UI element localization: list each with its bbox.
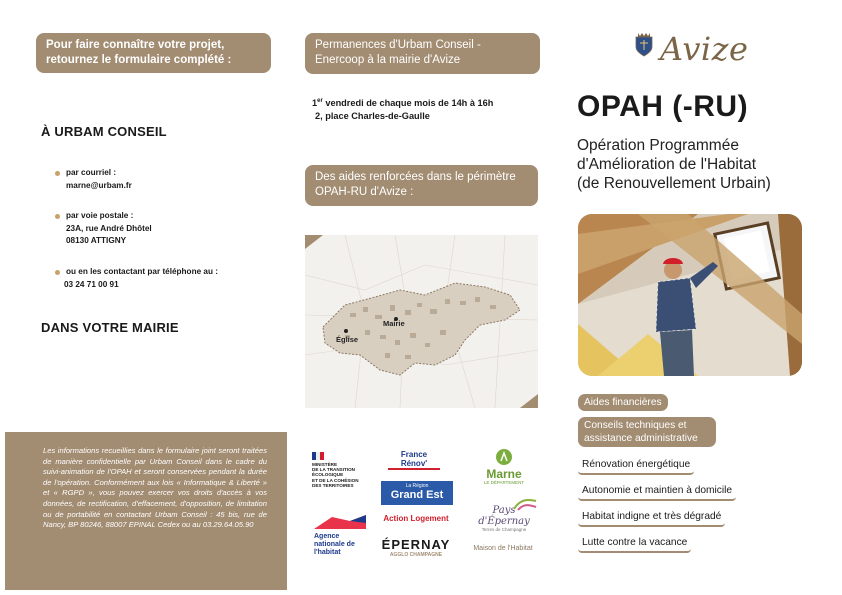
epernay-agglo-logo: ÉPERNAY AGGLO CHAMPAGNE [381,537,451,558]
map-label-mairie: Mairie [383,319,405,328]
tag-conseils-techniques: Conseils techniques et assistance administrative [578,417,716,447]
region-grand-est-logo: La Région Grand Est [381,481,453,505]
france-renov-logo: France Rénov' [388,450,440,470]
legal-notice-text: Les informations recueillies dans le formulaire joint seront traitées de manière confidentielle par Urbam Conseil dans le cadre du suivi-animation de l'OPAH et seront conservées pendant la durée de l'opération. Conformément aux lois « Informatique & Liberté » et « RGPD », vous pouvez exercer vos droits d'accès à vos données, de rectification, d'effacement, d'opposition, de limitation ou de portabilité en contactant Urbam Conseil : 45 bis, rue de Nancy, BP 80246, 88007 EPINAL Cedex ou au 03.29.64.05.90 [43,446,267,530]
contact-postal-line2: 08130 ATTIGNY [66,236,127,245]
tag-renovation-energetique: Rénovation énergétique [578,458,694,475]
contact-phone-value: 03 24 71 00 91 [64,279,119,289]
maison-habitat-logo: Maison de l'Habitat [473,545,533,552]
urbam-heading: À URBAM CONSEIL [41,124,167,139]
contact-phone [55,266,218,291]
ministere-logo: MINISTÈRE DE LA TRANSITION ÉCOLOGIQUE ET DE LA COHÉSION DES TERRITOIRES [312,452,374,488]
insulation-worker-illustration [578,214,802,376]
bullet-icon [55,214,60,219]
contact-email-value: marne@urbam.fr [66,180,132,190]
bullet-icon [55,270,60,275]
permanences-banner: Permanences d'Urbam Conseil - Enercoop à la mairie d'Avize [305,33,540,74]
contact-email-label: par courriel : [66,168,117,177]
contact-postal-label: par voie postale : [66,211,134,220]
tag-autonomie: Autonomie et maintien à domicile [578,484,736,501]
tag-lutte-vacance: Lutte contre la vacance [578,536,691,553]
contact-phone-label: ou en les contactant par téléphone au : [66,267,218,276]
marne-leaf-icon [495,448,513,466]
aides-banner: Des aides renforcées dans le périmètre OPAH-RU d'Avize : [305,165,538,206]
anah-logo: Agence nationale de l'habitat [308,513,372,557]
avize-logo: Avize [660,30,749,68]
eglise-marker-icon [344,329,348,333]
page-subtitle: Opération Programmée d'Amélioration de l'Habitat (de Renouvellement Urbain) [577,137,771,192]
avize-crest-icon [634,33,654,57]
pays-epernay-leaves-icon [512,497,538,511]
map-label-eglise: Église [336,335,359,344]
map-graphic [305,235,538,408]
contact-email [55,167,132,192]
opah-ru-perimeter-map [305,235,538,408]
permanence-address: 2, place Charles-de-Gaulle [315,111,430,122]
contact-postal-line1: 23A, rue André Dhôtel [66,223,152,233]
legal-notice [5,432,287,590]
marne-logo: Marne LE DÉPARTEMENT [478,448,530,485]
permanence-schedule [312,95,493,123]
tag-habitat-indigne: Habitat indigne et très dégradé [578,510,725,527]
contact-postal [55,210,152,248]
page-title: OPAH (-RU) [577,90,749,123]
attic-insulation-photo [578,214,802,376]
anah-shape-icon [312,513,368,531]
permanence-day: 1er vendredi de chaque mois de 14h à 16h [312,98,494,109]
tag-aides-financieres: Aides financières [578,394,668,411]
pays-epernay-logo: Pays d'Épernay Terres de Champagne [468,497,540,532]
mairie-heading: DANS VOTRE MAIRIE [41,320,179,335]
action-logement-logo: Action Logement [383,514,449,523]
form-instructions-banner: Pour faire connaître votre projet, retournez le formulaire complété : [36,33,271,73]
bullet-icon [55,171,60,176]
